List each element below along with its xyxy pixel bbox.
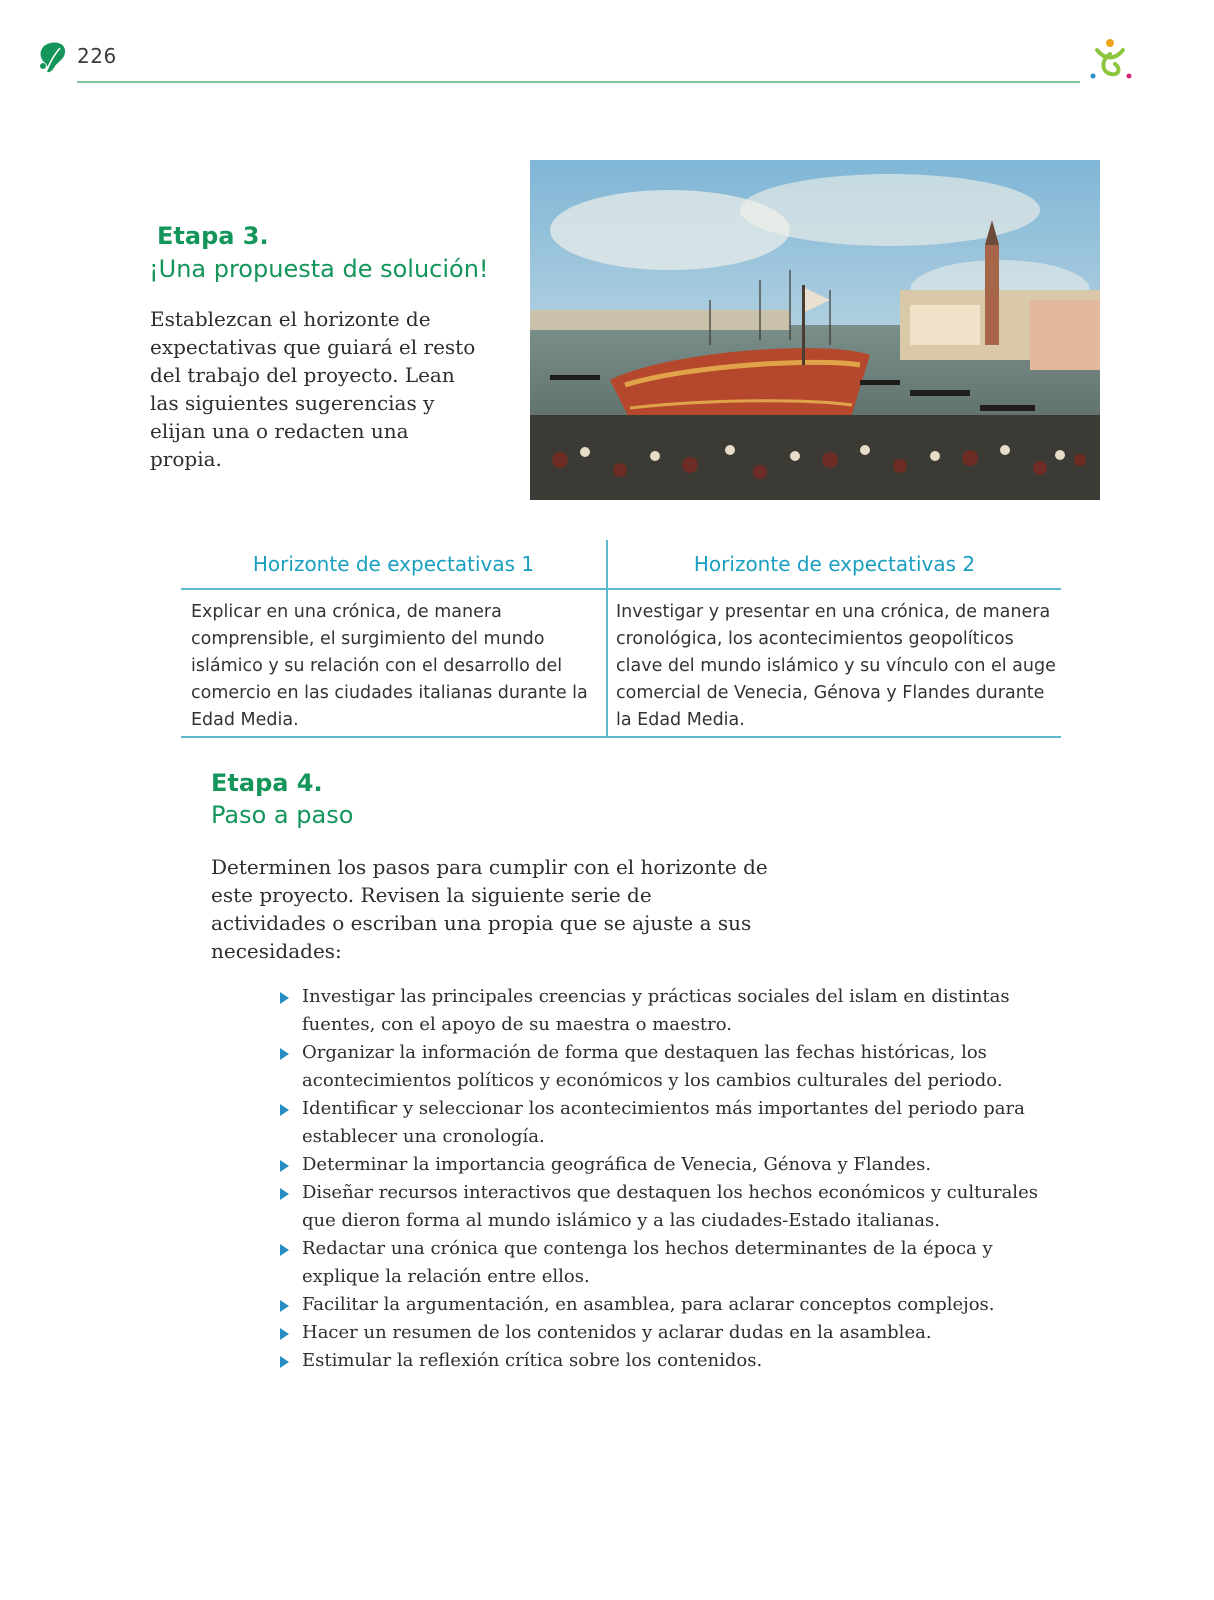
- list-item: [278, 1319, 1048, 1347]
- activities-list: [278, 983, 1048, 1375]
- activity-text: Identificar y seleccionar los acontecimientos más importantes del periodo para establecer una cronología.: [302, 1098, 1025, 1147]
- list-item: [278, 1291, 1048, 1319]
- activity-text: Estimular la reflexión crítica sobre los contenidos.: [302, 1350, 763, 1371]
- table-bottom-rule: [181, 736, 1061, 738]
- expectations-header-1: Horizonte de expectativas 1: [252, 552, 535, 576]
- triangle-bullet-icon: [280, 992, 289, 1004]
- triangle-bullet-icon: [280, 1356, 289, 1368]
- stage3-title: ¡Una propuesta de solución!: [149, 255, 489, 283]
- stage4-intro: Determinen los pasos para cumplir con el horizonte de este proyecto. Revisen la siguiente serie de actividades o escriban una propia que se ajuste a sus necesidades:: [211, 855, 768, 963]
- triangle-bullet-icon: [280, 1328, 289, 1340]
- activity-text: Diseñar recursos interactivos que destaquen los hechos económicos y culturales que dieron forma al mundo islámico y a las ciudades-Estado italianas.: [302, 1182, 1038, 1231]
- page-header: [0, 0, 1214, 90]
- triangle-bullet-icon: [280, 1188, 289, 1200]
- page-number: 226: [77, 44, 117, 68]
- activity-text: Redactar una crónica que contenga los hechos determinantes de la época y explique la relación entre ellos.: [302, 1238, 993, 1287]
- venice-painting: [530, 160, 1100, 500]
- table-header-rule: [181, 588, 1061, 590]
- list-item: [278, 1235, 1048, 1291]
- expectations-header-2: Horizonte de expectativas 2: [693, 552, 976, 576]
- expectations-cell-2: Investigar y presentar en una crónica, de manera cronológica, los acontecimientos geopolíticos clave del mundo islámico y su vínculo con el auge comercial de Venecia, Génova y Flandes durante la Edad Media.: [616, 602, 1056, 730]
- leaf-icon: [38, 40, 68, 74]
- activity-text: Determinar la importancia geográfica de Venecia, Génova y Flandes.: [302, 1154, 932, 1175]
- triangle-bullet-icon: [280, 1048, 289, 1060]
- stage3-number: Etapa 3.: [157, 222, 269, 250]
- list-item: [278, 983, 1048, 1039]
- activity-text: Organizar la información de forma que destaquen las fechas históricas, los acontecimientos políticos y económicos y los cambios culturales del periodo.: [302, 1042, 1003, 1091]
- activity-text: Hacer un resumen de los contenidos y aclarar dudas en la asamblea.: [302, 1322, 932, 1343]
- stage4-title: Paso a paso: [211, 801, 354, 829]
- stage4-number: Etapa 4.: [211, 769, 323, 797]
- list-item: [278, 1347, 1048, 1375]
- stage3-intro: Establezcan el horizonte de expectativas que guiará el resto del trabajo del proyecto. Lean las siguientes sugerencias y elijan una o redacten una propia.: [150, 307, 476, 471]
- triangle-bullet-icon: [280, 1300, 289, 1312]
- expectations-cell-1: Explicar en una crónica, de manera comprensible, el surgimiento del mundo islámico y su relación con el desarrollo del comercio en las ciudades italianas durante la Edad Media.: [191, 602, 588, 730]
- table-column-divider: [606, 540, 608, 738]
- activity-text: Investigar las principales creencias y prácticas sociales del islam en distintas fuentes, con el apoyo de su maestra o maestro.: [302, 986, 1010, 1035]
- list-item: [278, 1179, 1048, 1235]
- list-item: [278, 1151, 1048, 1179]
- triangle-bullet-icon: [280, 1104, 289, 1116]
- list-item: [278, 1039, 1048, 1095]
- list-item: [278, 1095, 1048, 1151]
- expectations-table: [181, 540, 1061, 738]
- triangle-bullet-icon: [280, 1244, 289, 1256]
- triangle-bullet-icon: [280, 1160, 289, 1172]
- activity-text: Facilitar la argumentación, en asamblea, para aclarar conceptos complejos.: [302, 1294, 995, 1315]
- header-rule: [77, 81, 1080, 83]
- brand-figure-icon: [1087, 36, 1135, 84]
